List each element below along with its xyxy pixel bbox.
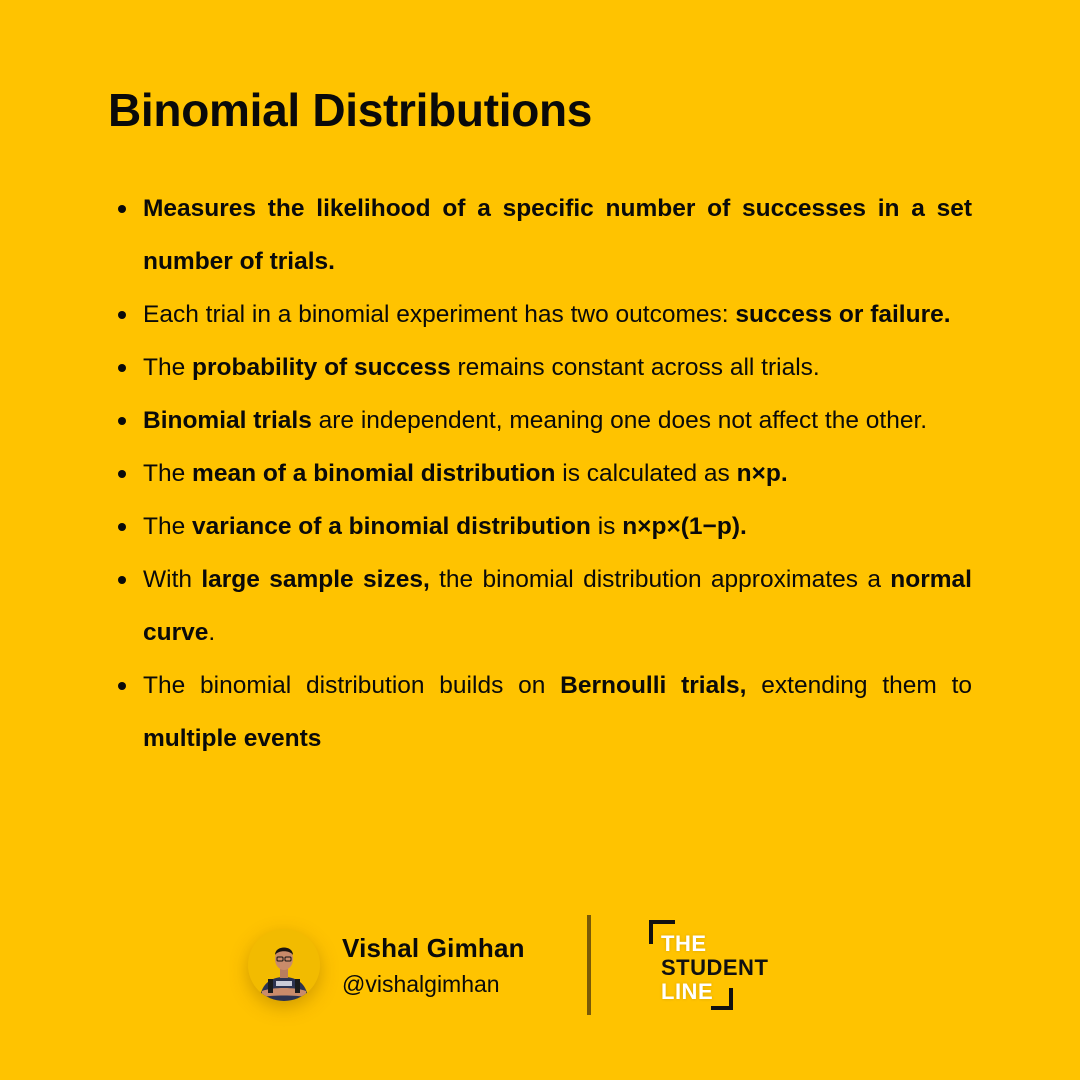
footer	[246, 915, 806, 1020]
body-text: is	[590, 513, 623, 540]
body-text: extending them to	[746, 672, 973, 699]
body-text: With	[143, 566, 202, 593]
body-text: Each trial in a binomial experiment has two outcomes:	[143, 301, 736, 328]
bold-text: success or failure.	[735, 301, 951, 328]
bullet-item	[112, 500, 972, 553]
bullet-item	[112, 288, 972, 341]
bullet-item	[112, 182, 972, 288]
bold-text: Bernoulli trials,	[560, 672, 747, 699]
footer-divider	[587, 915, 591, 1015]
bullet-item	[112, 553, 972, 659]
bold-text: probability of success	[192, 354, 451, 381]
bold-text: multiple events	[143, 725, 322, 752]
body-text: is calculated as	[555, 460, 737, 487]
body-text: are independent, meaning one does not affect the other.	[311, 407, 928, 434]
body-text: The	[143, 513, 193, 540]
body-text: .	[208, 619, 216, 646]
body-text: remains constant across all trials.	[450, 354, 820, 381]
author-name: Vishal Gimhan	[342, 933, 525, 963]
logo-line-1: THE	[661, 931, 707, 956]
corner-bracket-icon	[711, 988, 733, 1010]
bold-text: n×p.	[736, 460, 788, 487]
bold-text: n×p×(1−p).	[622, 513, 747, 540]
avatar	[248, 929, 320, 1001]
body-text: The	[143, 354, 193, 381]
body-text: The	[143, 460, 193, 487]
bullet-item	[112, 659, 972, 765]
author-handle: @vishalgimhan	[342, 971, 500, 997]
bullet-item	[112, 341, 972, 394]
bold-text: normal curve	[143, 566, 972, 646]
person-photo-icon	[248, 929, 320, 1001]
bullet-item	[112, 447, 972, 500]
bold-text: Measures the likelihood of a specific number of successes in a set number of trials.	[143, 195, 972, 275]
bold-text: mean of a binomial distribution	[192, 460, 556, 487]
bullet-item	[112, 394, 972, 447]
bullet-list	[112, 182, 972, 765]
logo-line-2: STUDENT	[661, 955, 769, 980]
bold-text: variance of a binomial distribution	[192, 513, 591, 540]
bold-text: Binomial trials	[143, 407, 312, 434]
body-text: the binomial distribution approximates a	[429, 566, 891, 593]
bold-text: large sample sizes,	[201, 566, 430, 593]
body-text: The binomial distribution builds on	[143, 672, 561, 699]
page-title: Binomial Distributions	[108, 84, 593, 136]
logo-line-3: LINE	[661, 979, 714, 1004]
the-student-line-logo	[649, 920, 789, 1015]
